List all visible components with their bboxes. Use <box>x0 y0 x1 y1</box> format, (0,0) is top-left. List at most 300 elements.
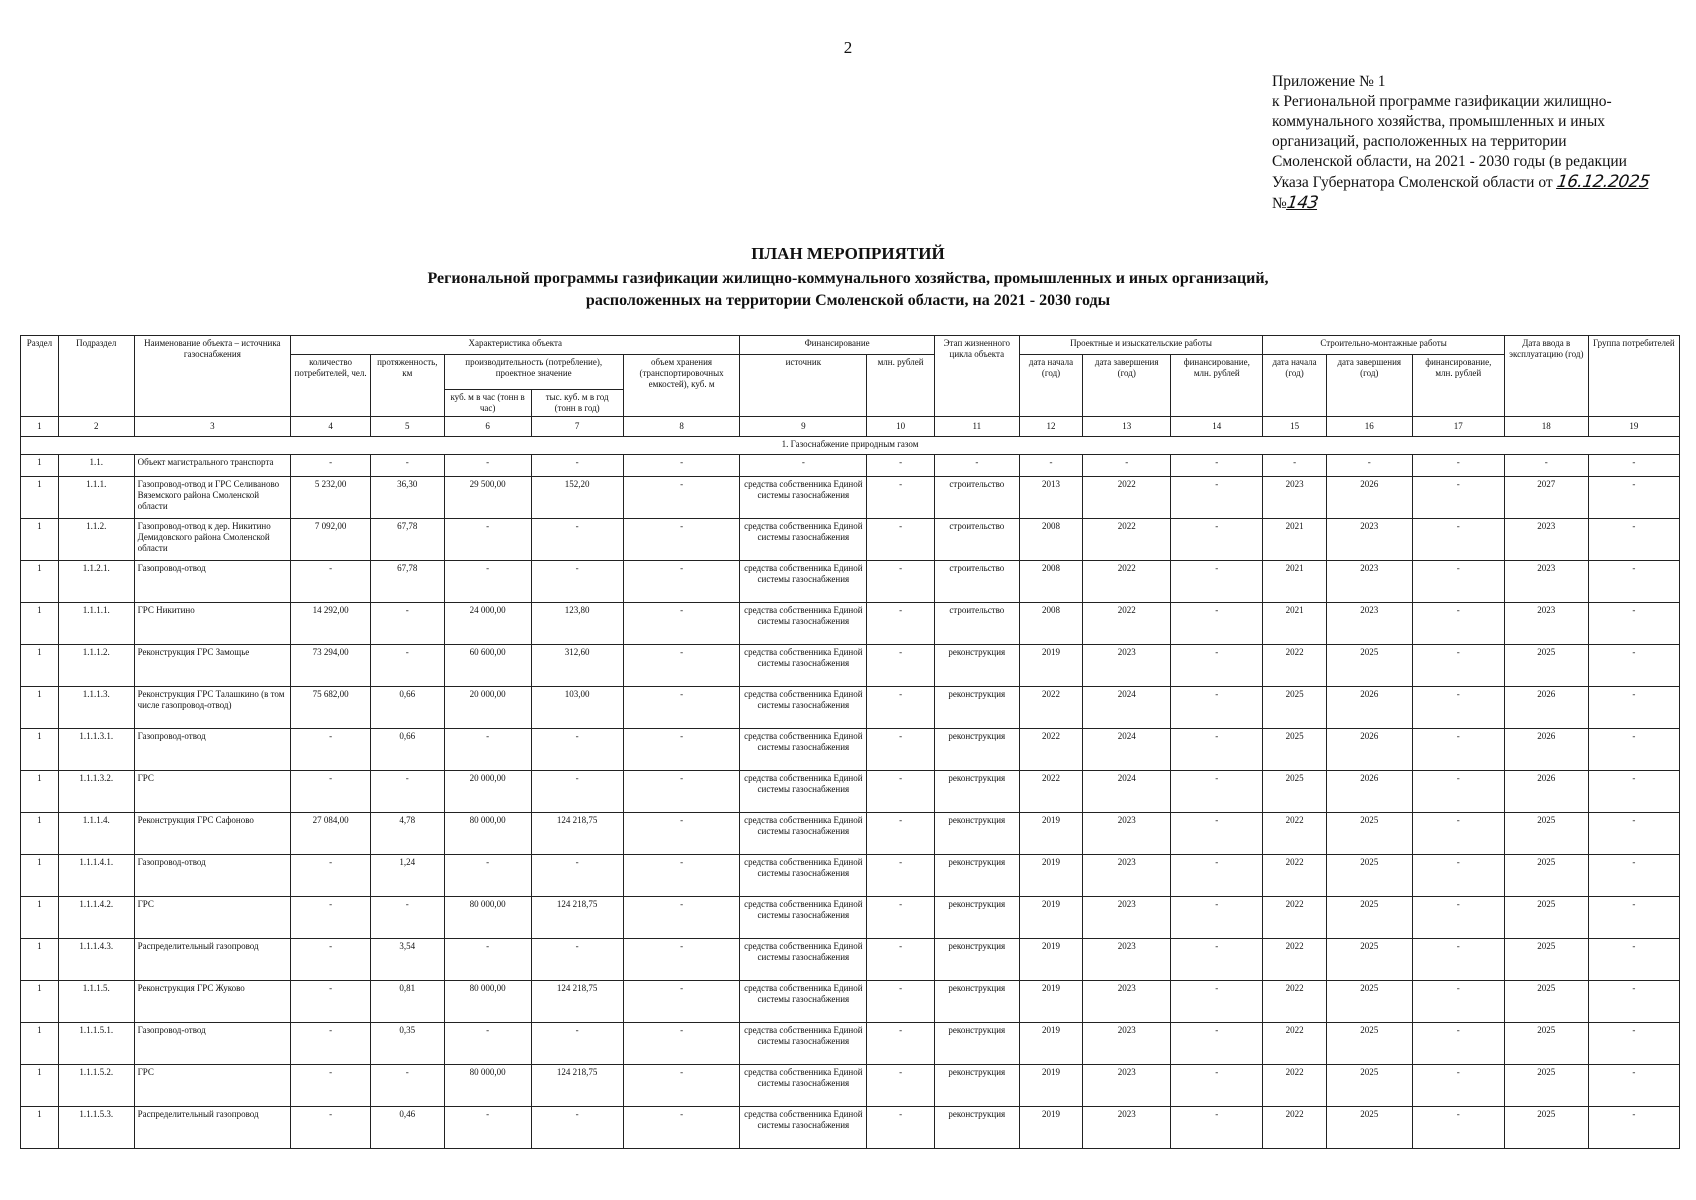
table-cell: - <box>867 981 935 1023</box>
table-cell: - <box>867 561 935 603</box>
table-cell: - <box>867 813 935 855</box>
table-cell: - <box>1412 729 1504 771</box>
table-row <box>21 603 1680 645</box>
table-cell: - <box>623 603 740 645</box>
table-cell: 67,78 <box>370 519 444 561</box>
table-cell: 1.1.1.5.2. <box>58 1065 134 1107</box>
table-cell: - <box>1171 519 1263 561</box>
table-cell: 1 <box>21 939 59 981</box>
header-construction-start: дата начала (год) <box>1263 355 1326 417</box>
table-cell: - <box>1171 645 1263 687</box>
table-cell: - <box>1083 455 1171 477</box>
table-cell: реконструкция <box>934 981 1019 1023</box>
section-title: 1. Газоснабжение природным газом <box>21 437 1680 455</box>
table-cell: 2021 <box>1263 519 1326 561</box>
header-name: Наименование объекта – источника газоснабжения <box>134 336 291 417</box>
table-cell: 20 000,00 <box>444 771 531 813</box>
table-cell: - <box>740 455 867 477</box>
table-cell: 2022 <box>1083 477 1171 519</box>
table-cell: 4,78 <box>370 813 444 855</box>
table-cell: 2019 <box>1019 855 1082 897</box>
decree-date-handwritten: 16.12.2025 <box>1555 172 1651 192</box>
table-cell: Распределительный газопровод <box>134 1107 291 1149</box>
table-cell: - <box>1412 561 1504 603</box>
table-cell: 1 <box>21 519 59 561</box>
table-cell: 3,54 <box>370 939 444 981</box>
table-cell: 2008 <box>1019 603 1082 645</box>
table-cell: - <box>291 939 371 981</box>
table-cell: - <box>623 1065 740 1107</box>
table-cell: 2019 <box>1019 813 1082 855</box>
appendix-header <box>1272 72 1682 214</box>
table-cell: - <box>1588 981 1679 1023</box>
table-cell: 2025 <box>1263 771 1326 813</box>
table-cell: реконструкция <box>934 729 1019 771</box>
table-cell: 20 000,00 <box>444 687 531 729</box>
table-cell: 2019 <box>1019 1023 1082 1065</box>
table-cell: - <box>623 897 740 939</box>
table-cell: 80 000,00 <box>444 981 531 1023</box>
table-cell: строительство <box>934 603 1019 645</box>
table-cell: 2013 <box>1019 477 1082 519</box>
table-cell: - <box>1171 1107 1263 1149</box>
table-cell: 2026 <box>1504 687 1588 729</box>
table-cell: 103,00 <box>531 687 623 729</box>
table-cell: Распределительный газопровод <box>134 939 291 981</box>
table-cell: - <box>1412 771 1504 813</box>
header-commissioning: Дата ввода в эксплуатацию (год) <box>1504 336 1588 417</box>
table-cell: 1,24 <box>370 855 444 897</box>
table-cell: 16 <box>1326 417 1412 437</box>
table-cell: - <box>531 519 623 561</box>
header-length: протяженность, км <box>370 355 444 417</box>
table-cell: 1 <box>21 1107 59 1149</box>
table-cell: - <box>867 1023 935 1065</box>
table-cell: строительство <box>934 519 1019 561</box>
table-cell: 2022 <box>1263 981 1326 1023</box>
table-cell: 1.1.1.4.3. <box>58 939 134 981</box>
table-cell: 2022 <box>1083 561 1171 603</box>
table-cell: 2008 <box>1019 519 1082 561</box>
table-row <box>21 1023 1680 1065</box>
table-cell: - <box>1588 813 1679 855</box>
table-cell: - <box>623 1107 740 1149</box>
table-cell: 2019 <box>1019 897 1082 939</box>
table-cell: 1 <box>21 477 59 519</box>
appendix-line <box>1272 172 1682 193</box>
table-cell: 2023 <box>1326 561 1412 603</box>
table-cell: 2019 <box>1019 645 1082 687</box>
table-cell: Объект магистрального транспорта <box>134 455 291 477</box>
document-title: ПЛАН МЕРОПРИЯТИЙ <box>751 244 945 263</box>
table-row <box>21 813 1680 855</box>
table-cell: Реконструкция ГРС Талашкино (в том числе газопровод-отвод) <box>134 687 291 729</box>
table-cell: - <box>623 645 740 687</box>
table-cell: 2022 <box>1263 855 1326 897</box>
table-cell: 10 <box>867 417 935 437</box>
header-mln-rub: млн. рублей <box>867 355 935 417</box>
table-cell: - <box>1171 855 1263 897</box>
table-cell: 124 218,75 <box>531 813 623 855</box>
table-cell: 2026 <box>1504 729 1588 771</box>
header-construction-works: Строительно-монтажные работы <box>1263 336 1504 355</box>
table-cell: - <box>370 771 444 813</box>
table-cell: - <box>1171 981 1263 1023</box>
table-cell: реконструкция <box>934 939 1019 981</box>
table-cell: 2025 <box>1504 1023 1588 1065</box>
table-cell: - <box>1171 455 1263 477</box>
table-cell: - <box>1588 729 1679 771</box>
table-cell: 2023 <box>1083 855 1171 897</box>
table-cell: Газопровод-отвод <box>134 729 291 771</box>
table-cell: - <box>370 897 444 939</box>
table-cell: - <box>1412 897 1504 939</box>
table-cell: реконструкция <box>934 1107 1019 1149</box>
decree-number-handwritten: 143 <box>1285 193 1320 213</box>
header-design-financing: финансирование, млн. рублей <box>1171 355 1263 417</box>
table-cell: - <box>1412 687 1504 729</box>
table-cell: 80 000,00 <box>444 1065 531 1107</box>
table-cell: 2023 <box>1504 603 1588 645</box>
table-cell: 1 <box>21 1023 59 1065</box>
table-cell: - <box>1588 1107 1679 1149</box>
table-cell: 2022 <box>1263 1023 1326 1065</box>
table-cell: 2023 <box>1083 1023 1171 1065</box>
appendix-line: организаций, расположенных на территории <box>1272 133 1567 150</box>
table-cell: 2024 <box>1083 687 1171 729</box>
appendix-line: коммунального хозяйства, промышленных и иных <box>1272 113 1606 130</box>
appendix-decree-text: Указа Губернатора Смоленской области от <box>1272 174 1553 191</box>
table-cell: 2021 <box>1263 603 1326 645</box>
table-cell: 1.1.1.1. <box>58 603 134 645</box>
table-cell: - <box>623 729 740 771</box>
table-cell: 2024 <box>1083 771 1171 813</box>
table-cell: средства собственника Единой системы газоснабжения <box>740 645 867 687</box>
header-design-end: дата завершения (год) <box>1083 355 1171 417</box>
table-cell: 18 <box>1504 417 1588 437</box>
table-cell: 1 <box>21 897 59 939</box>
subtitle-line: расположенных на территории Смоленской области, на 2021 - 2030 годы <box>585 292 1111 309</box>
table-row <box>21 455 1680 477</box>
table-cell: - <box>1171 1023 1263 1065</box>
table-cell: - <box>623 687 740 729</box>
table-cell: - <box>444 1023 531 1065</box>
table-cell: 2022 <box>1263 813 1326 855</box>
header-razdel: Раздел <box>21 336 59 417</box>
table-cell: реконструкция <box>934 645 1019 687</box>
table-cell: - <box>1412 603 1504 645</box>
table-row <box>21 561 1680 603</box>
table-cell: 1.1.1. <box>58 477 134 519</box>
table-cell: 2019 <box>1019 1107 1082 1149</box>
table-cell: 1.1.1.3.1. <box>58 729 134 771</box>
table-cell: Реконструкция ГРС Сафоново <box>134 813 291 855</box>
table-cell: 2022 <box>1019 771 1082 813</box>
table-cell: 2025 <box>1504 897 1588 939</box>
table-cell: - <box>1588 519 1679 561</box>
table-cell: 2025 <box>1326 1065 1412 1107</box>
table-cell: - <box>291 1065 371 1107</box>
header-per-hour: куб. м в час (тонн в час) <box>444 390 531 417</box>
header-productivity: производительность (потребление), проектное значение <box>444 355 623 390</box>
table-cell: - <box>1412 939 1504 981</box>
table-cell: - <box>1171 939 1263 981</box>
table-cell: 1.1.1.4.1. <box>58 855 134 897</box>
header-construction-end: дата завершения (год) <box>1326 355 1412 417</box>
table-cell: 2023 <box>1263 477 1326 519</box>
plan-table <box>20 335 1680 1149</box>
table-row <box>21 477 1680 519</box>
table-cell: 8 <box>623 417 740 437</box>
table-cell: 2023 <box>1504 519 1588 561</box>
table-cell: - <box>291 561 371 603</box>
table-cell: 2022 <box>1083 519 1171 561</box>
table-cell: 1 <box>21 455 59 477</box>
table-cell: - <box>1171 813 1263 855</box>
appendix-line: Смоленской области, на 2021 - 2030 годы (в редакции <box>1272 153 1627 170</box>
table-cell: - <box>1588 561 1679 603</box>
table-cell: - <box>1171 561 1263 603</box>
table-cell: 2025 <box>1263 687 1326 729</box>
table-cell: средства собственника Единой системы газоснабжения <box>740 855 867 897</box>
table-cell: - <box>1171 477 1263 519</box>
table-cell: 1 <box>21 687 59 729</box>
table-cell: 1.1.1.2. <box>58 645 134 687</box>
table-cell: 2021 <box>1263 561 1326 603</box>
table-row <box>21 645 1680 687</box>
table-cell: - <box>867 1065 935 1107</box>
table-cell: - <box>867 603 935 645</box>
table-cell: 14 292,00 <box>291 603 371 645</box>
table-cell: средства собственника Единой системы газоснабжения <box>740 561 867 603</box>
table-cell: средства собственника Единой системы газоснабжения <box>740 477 867 519</box>
table-cell: - <box>623 1023 740 1065</box>
table-cell: - <box>1412 519 1504 561</box>
header-consumer-group: Группа потребителей <box>1588 336 1679 417</box>
table-cell: 2026 <box>1326 687 1412 729</box>
appendix-line: к Региональной программе газификации жилищно- <box>1272 93 1612 110</box>
table-cell: - <box>531 771 623 813</box>
table-cell: реконструкция <box>934 1065 1019 1107</box>
table-cell: - <box>531 855 623 897</box>
table-cell: - <box>1412 813 1504 855</box>
appendix-line <box>1272 193 1682 214</box>
table-cell: - <box>867 645 935 687</box>
table-cell: 2022 <box>1019 687 1082 729</box>
table-cell: 1 <box>21 855 59 897</box>
page-number: 2 <box>843 38 853 57</box>
table-cell: 1 <box>21 729 59 771</box>
table-cell: 2025 <box>1326 981 1412 1023</box>
column-numbers-row <box>21 417 1680 437</box>
table-cell: средства собственника Единой системы газоснабжения <box>740 1107 867 1149</box>
table-cell: 2025 <box>1326 855 1412 897</box>
table-cell: 0,35 <box>370 1023 444 1065</box>
table-row <box>21 687 1680 729</box>
table-cell: - <box>1171 897 1263 939</box>
table-cell: 2019 <box>1019 939 1082 981</box>
table-cell: - <box>531 1023 623 1065</box>
table-cell: - <box>1588 1065 1679 1107</box>
table-cell: - <box>531 561 623 603</box>
table-cell: - <box>1588 687 1679 729</box>
table-cell: 2025 <box>1504 1107 1588 1149</box>
table-cell: средства собственника Единой системы газоснабжения <box>740 981 867 1023</box>
table-cell: 75 682,00 <box>291 687 371 729</box>
table-row <box>21 1065 1680 1107</box>
table-cell: - <box>1588 455 1679 477</box>
table-cell: 80 000,00 <box>444 813 531 855</box>
table-row <box>21 771 1680 813</box>
table-cell: - <box>291 855 371 897</box>
table-cell: 1.1.2. <box>58 519 134 561</box>
table-cell: Газопровод-отвод к дер. Никитино Демидовского района Смоленской области <box>134 519 291 561</box>
table-cell: - <box>531 1107 623 1149</box>
table-cell: - <box>1588 1023 1679 1065</box>
table-cell: строительство <box>934 477 1019 519</box>
table-cell: - <box>867 729 935 771</box>
table-cell: - <box>867 771 935 813</box>
table-body <box>21 417 1680 1149</box>
table-cell: - <box>1171 729 1263 771</box>
table-cell: - <box>531 729 623 771</box>
table-cell: 2019 <box>1019 981 1082 1023</box>
table-cell: - <box>1588 939 1679 981</box>
subtitle-line: Региональной программы газификации жилищно-коммунального хозяйства, промышленных и иных организаций, <box>427 270 1269 287</box>
table-cell: 0,66 <box>370 687 444 729</box>
table-cell: Газопровод-отвод <box>134 1023 291 1065</box>
table-cell: 123,80 <box>531 603 623 645</box>
table-cell: 0,81 <box>370 981 444 1023</box>
table-cell: - <box>623 477 740 519</box>
header-construction-financing: финансирование, млн. рублей <box>1412 355 1504 417</box>
table-cell: 27 084,00 <box>291 813 371 855</box>
table-cell: - <box>1412 981 1504 1023</box>
table-cell: - <box>291 897 371 939</box>
table-cell: 1.1.1.3.2. <box>58 771 134 813</box>
table-cell: 2008 <box>1019 561 1082 603</box>
header-lifecycle: Этап жизненного цикла объекта <box>934 336 1019 417</box>
table-cell: 29 500,00 <box>444 477 531 519</box>
table-cell: 1.1.1.3. <box>58 687 134 729</box>
table-cell: Газопровод-отвод и ГРС Селиваново Вяземского района Смоленской области <box>134 477 291 519</box>
table-cell: 9 <box>740 417 867 437</box>
table-row <box>21 897 1680 939</box>
table-cell: 2 <box>58 417 134 437</box>
table-cell: реконструкция <box>934 687 1019 729</box>
table-header <box>21 336 1680 417</box>
table-cell: 2026 <box>1326 771 1412 813</box>
table-cell: 5 232,00 <box>291 477 371 519</box>
table-cell: - <box>623 939 740 981</box>
table-cell: - <box>1588 645 1679 687</box>
table-cell: - <box>1171 1065 1263 1107</box>
table-cell: - <box>291 1023 371 1065</box>
table-cell: 124 218,75 <box>531 897 623 939</box>
table-cell: 1 <box>21 561 59 603</box>
table-cell: 2025 <box>1263 729 1326 771</box>
table-cell: 1.1.1.5.3. <box>58 1107 134 1149</box>
table-cell: - <box>1326 455 1412 477</box>
table-cell: 1.1.1.5. <box>58 981 134 1023</box>
table-cell: - <box>291 1107 371 1149</box>
table-cell: 2027 <box>1504 477 1588 519</box>
table-cell: - <box>867 687 935 729</box>
table-cell: - <box>867 477 935 519</box>
table-cell: - <box>1588 771 1679 813</box>
table-cell: - <box>623 771 740 813</box>
table-cell: - <box>1412 477 1504 519</box>
table-cell: 2025 <box>1326 645 1412 687</box>
table-cell: 2025 <box>1326 813 1412 855</box>
header-design-start: дата начала (год) <box>1019 355 1082 417</box>
header-design-works: Проектные и изыскательские работы <box>1019 336 1263 355</box>
table-cell: 1.1. <box>58 455 134 477</box>
table-cell: 2025 <box>1326 897 1412 939</box>
table-cell: - <box>1412 1023 1504 1065</box>
table-cell: 1 <box>21 603 59 645</box>
table-cell: - <box>623 855 740 897</box>
table-cell: 6 <box>444 417 531 437</box>
table-cell: 1 <box>21 813 59 855</box>
table-cell: - <box>1019 455 1082 477</box>
table-cell: 2024 <box>1083 729 1171 771</box>
table-cell: 2025 <box>1504 645 1588 687</box>
table-cell: - <box>370 1065 444 1107</box>
document-subtitle <box>240 268 1456 312</box>
table-cell: 2025 <box>1504 981 1588 1023</box>
table-cell: 5 <box>370 417 444 437</box>
table-cell: 2025 <box>1504 1065 1588 1107</box>
table-cell: - <box>444 455 531 477</box>
table-cell: 2026 <box>1326 477 1412 519</box>
table-cell: 2022 <box>1083 603 1171 645</box>
table-cell: средства собственника Единой системы газоснабжения <box>740 729 867 771</box>
table-cell: - <box>623 813 740 855</box>
table-cell: 17 <box>1412 417 1504 437</box>
table-cell: 19 <box>1588 417 1679 437</box>
decree-number-prefix: № <box>1272 195 1287 212</box>
table-cell: Газопровод-отвод <box>134 561 291 603</box>
table-cell: - <box>867 1107 935 1149</box>
table-cell: - <box>291 455 371 477</box>
table-cell: 2023 <box>1326 603 1412 645</box>
table-cell: - <box>370 455 444 477</box>
table-cell: - <box>291 981 371 1023</box>
table-row <box>21 981 1680 1023</box>
table-cell: 2022 <box>1263 1065 1326 1107</box>
header-characteristics: Характеристика объекта <box>291 336 740 355</box>
table-cell: - <box>623 455 740 477</box>
table-cell: - <box>1412 1065 1504 1107</box>
table-cell: - <box>1588 855 1679 897</box>
table-cell: - <box>1412 455 1504 477</box>
table-cell: строительство <box>934 561 1019 603</box>
table-cell: средства собственника Единой системы газоснабжения <box>740 687 867 729</box>
table-cell: 67,78 <box>370 561 444 603</box>
section-row <box>21 437 1680 455</box>
table-cell: - <box>1171 603 1263 645</box>
table-cell: - <box>1412 1107 1504 1149</box>
table-cell: - <box>531 455 623 477</box>
table-cell: 12 <box>1019 417 1082 437</box>
table-cell: - <box>867 519 935 561</box>
appendix-line: Приложение № 1 <box>1272 73 1386 90</box>
table-cell: 2023 <box>1504 561 1588 603</box>
table-cell: 1.1.2.1. <box>58 561 134 603</box>
table-cell: 2022 <box>1263 897 1326 939</box>
table-row <box>21 729 1680 771</box>
